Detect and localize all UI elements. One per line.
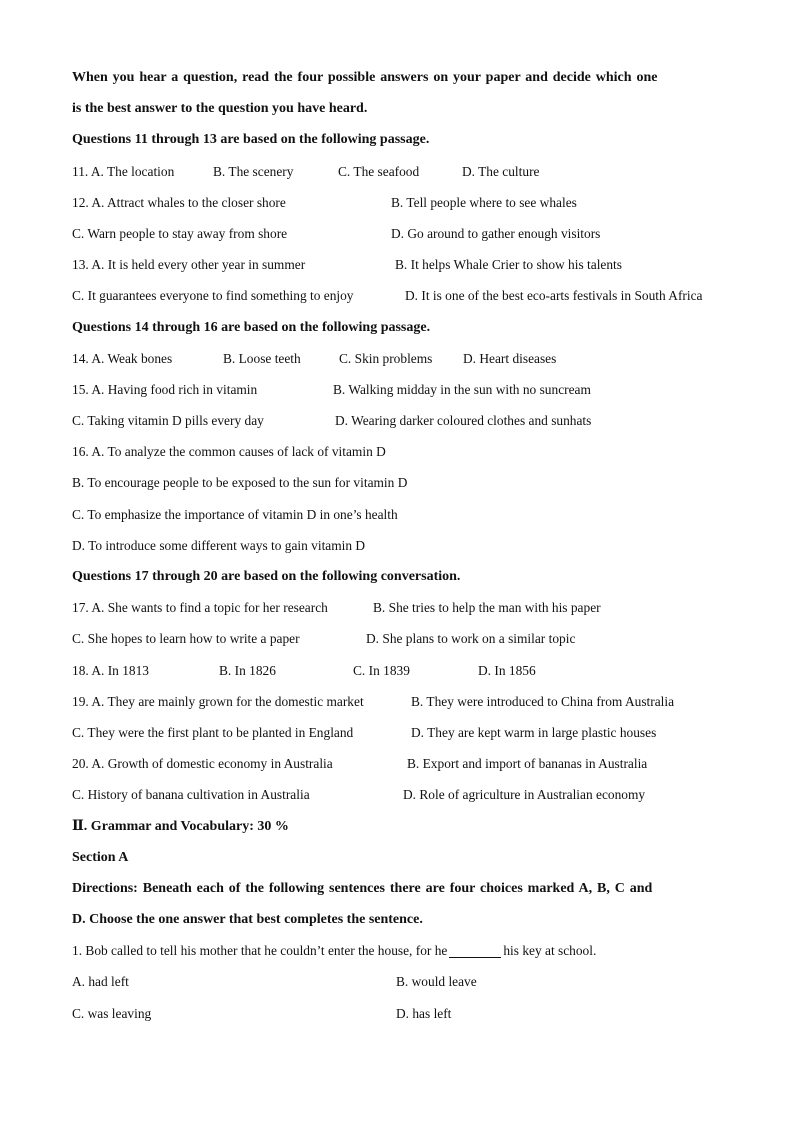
q12-option-b: B. Tell people where to see whales <box>391 194 577 210</box>
question-19-row-2 <box>72 717 732 748</box>
question-18 <box>72 655 732 686</box>
q1-option-c: C. was leaving <box>72 1005 152 1021</box>
q19-option-c: C. They were the first plant to be planted in England <box>72 724 354 740</box>
q1-option-d: D. has left <box>396 1005 452 1021</box>
grammar-question-1-row-2 <box>72 998 732 1029</box>
q20-option-d: D. Role of agriculture in Australian economy <box>403 787 646 803</box>
q20-option-a: 20. A. Growth of domestic economy in Australia <box>72 756 333 772</box>
q13-option-c: C. It guarantees everyone to find something to enjoy <box>72 288 354 304</box>
q19-option-b: B. They were introduced to China from Australia <box>411 693 675 709</box>
directions-line-1: Directions: Beneath each of the following sentences there are four choices marked A, B, C and <box>72 880 653 896</box>
grammar-part-heading: Ⅱ. Grammar and Vocabulary: 30 % <box>72 818 289 834</box>
q17-option-d: D. She plans to work on a similar topic <box>366 631 576 647</box>
q14-option-c: C. Skin problems <box>339 350 433 366</box>
group3-heading: Questions 17 through 20 are based on the following conversation. <box>72 569 461 584</box>
q11-option-d: D. The culture <box>462 163 540 179</box>
question-16-option-b: B. To encourage people to be exposed to the sun for vitamin D <box>72 475 408 491</box>
q14-option-b: B. Loose teeth <box>223 350 301 366</box>
q12-option-c: C. Warn people to stay away from shore <box>72 225 288 241</box>
q19-option-d: D. They are kept warm in large plastic houses <box>411 724 657 740</box>
exam-page <box>72 62 732 1029</box>
q19-option-a: 19. A. They are mainly grown for the domestic market <box>72 693 364 709</box>
q18-option-b: B. In 1826 <box>219 662 276 678</box>
q15-option-c: C. Taking vitamin D pills every day <box>72 413 264 429</box>
section-a-heading: Section A <box>72 849 129 865</box>
q17-option-b: B. She tries to help the man with his paper <box>373 600 601 616</box>
group1-heading: Questions 11 through 13 are based on the following passage. <box>72 132 430 148</box>
q20-option-c: C. History of banana cultivation in Australia <box>72 787 310 803</box>
question-19-row-1 <box>72 686 732 717</box>
q1-stem-after: his key at school. <box>503 943 597 959</box>
directions-line-2: D. Choose the one answer that best completes the sentence. <box>72 912 423 928</box>
q1-answer-blank <box>449 943 501 958</box>
q12-option-a: 12. A. Attract whales to the closer shore <box>72 194 286 210</box>
q17-option-c: C. She hopes to learn how to write a paper <box>72 631 300 647</box>
q11-option-b: B. The scenery <box>213 163 294 179</box>
listening-instruction-line-1: When you hear a question, read the four possible answers on your paper and decide which one <box>72 70 658 85</box>
q14-option-a: 14. A. Weak bones <box>72 350 173 366</box>
question-20-row-2 <box>72 779 732 810</box>
question-16-option-d: D. To introduce some different ways to gain vitamin D <box>72 537 366 553</box>
q18-option-c: C. In 1839 <box>353 662 410 678</box>
group2-heading: Questions 14 through 16 are based on the following passage. <box>72 319 431 335</box>
q15-option-d: D. Wearing darker coloured clothes and sunhats <box>335 413 592 429</box>
q1-option-b: B. would leave <box>396 974 477 990</box>
question-15-row-2 <box>72 405 732 436</box>
grammar-question-1-row-1 <box>72 966 732 997</box>
q11-option-a: 11. A. The location <box>72 163 175 179</box>
q13-option-b: B. It helps Whale Crier to show his talents <box>395 257 622 273</box>
q18-option-d: D. In 1856 <box>478 662 536 678</box>
question-13-row-1 <box>72 249 732 280</box>
question-13-row-2 <box>72 280 732 311</box>
question-16-option-c: C. To emphasize the importance of vitamin D in one’s health <box>72 506 398 522</box>
question-20-row-1 <box>72 748 732 779</box>
q12-option-d: D. Go around to gather enough visitors <box>391 225 601 241</box>
q14-option-d: D. Heart diseases <box>463 350 557 366</box>
q1-stem-before: 1. Bob called to tell his mother that he couldn’t enter the house, for he <box>72 943 448 959</box>
q11-option-c: C. The seafood <box>338 163 420 179</box>
q17-option-a: 17. A. She wants to find a topic for her research <box>72 600 328 616</box>
question-11 <box>72 156 732 187</box>
question-17-row-2 <box>72 623 732 654</box>
q13-option-d: D. It is one of the best eco-arts festivals in South Africa <box>405 288 703 304</box>
q15-option-b: B. Walking midday in the sun with no suncream <box>333 381 591 397</box>
question-12-row-1 <box>72 187 732 218</box>
question-15-row-1 <box>72 374 732 405</box>
q13-option-a: 13. A. It is held every other year in summer <box>72 257 306 273</box>
q18-option-a: 18. A. In 1813 <box>72 662 149 678</box>
listening-instruction-line-2: is the best answer to the question you have heard. <box>72 101 368 117</box>
question-17-row-1 <box>72 592 732 623</box>
question-14 <box>72 343 732 374</box>
q15-option-a: 15. A. Having food rich in vitamin <box>72 381 258 397</box>
grammar-question-1-stem <box>72 935 732 966</box>
question-16-option-a: 16. A. To analyze the common causes of lack of vitamin D <box>72 444 386 460</box>
question-12-row-2 <box>72 218 732 249</box>
q20-option-b: B. Export and import of bananas in Australia <box>407 756 648 772</box>
q1-option-a: A. had left <box>72 974 129 990</box>
